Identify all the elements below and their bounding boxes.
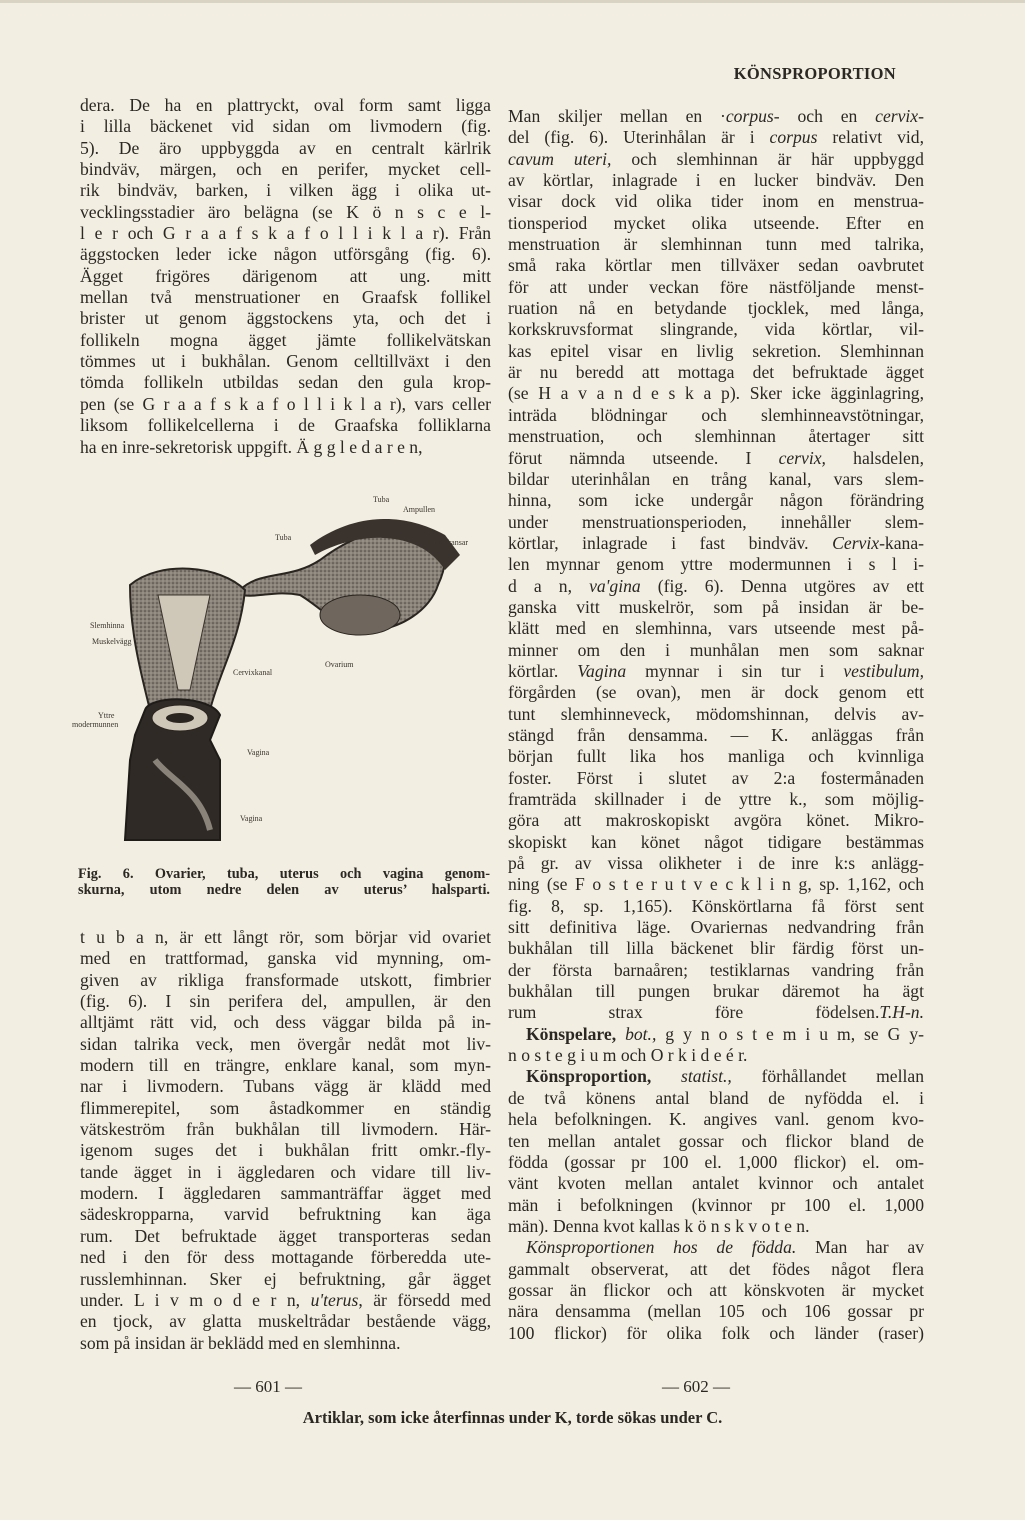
italic-term: Cervix [832, 532, 880, 553]
text-segment: d a n, [508, 575, 590, 596]
text-line: sitt definitiva läge. Ovariernas nedvandring från [508, 917, 924, 938]
italic-term: bot., [625, 1023, 657, 1044]
page-number-right: — 602 — [662, 1377, 730, 1396]
text-line: stängd från densamma. — K. anläggas från [508, 724, 924, 745]
text-segment: körtlar. [508, 660, 578, 681]
text-line: sidan talrika veck, men övergår nedåt mot liv- [80, 1033, 491, 1054]
page-edge [0, 0, 1025, 3]
text-line: modern. I äggledaren sammanträffar ägget med [80, 1183, 491, 1204]
text-line: russlemhinnan. Sker ej befruktning, går ägget [80, 1268, 491, 1289]
text-line: nära densamma (mellan 105 och 106 gossar pr [508, 1301, 924, 1322]
running-header: KÖNSPROPORTION [733, 64, 896, 83]
text-line [508, 533, 924, 554]
italic-term: corpus [769, 127, 818, 148]
text-line: under menstruationsperioden, innehåller slem- [508, 511, 924, 532]
label-ampullen: Ampullen [403, 505, 435, 514]
text-line: ganska vitt muskelrör, som på insidan är be- [508, 596, 924, 617]
italic-term: statist., [680, 1066, 732, 1087]
text-line: (se H a v a n d e s k a p). Sker icke ägginlagring, [508, 383, 924, 404]
left-column-bottom [80, 927, 491, 1354]
text-line: bukhålan till lilla bäckenet blir färdig först un- [508, 938, 924, 959]
page-number-left: — 601 — [234, 1377, 302, 1396]
label-vagina-2: Vagina [240, 814, 263, 823]
text-line [80, 1290, 491, 1311]
text-line: ned i den för dess mottagande förberedda ute- [80, 1247, 491, 1268]
text-segment: mynnar i sin tur i [626, 660, 844, 681]
text-line: gossar än flickor och att könskvoten är mycket [508, 1279, 924, 1300]
text-line: tunt slemhinneveck, mödomshinnan, delvis av- [508, 703, 924, 724]
text-line: tionsperiod mycket olika utseende. Efter en [508, 212, 924, 233]
text-line [508, 106, 924, 127]
text-segment: , är försedd med [358, 1289, 491, 1310]
text-line: menstruation är slemhinnan tunn med talrika, [508, 234, 924, 255]
text-line: (fig. 6). I sin perifera del, ampullen, är den [80, 991, 491, 1012]
text-line: med en trattformad, ganska vid mynning, om- [80, 948, 491, 969]
text-line: minner om den i munhålan men som saknar [508, 639, 924, 660]
label-slemhinna: Slemhinna [90, 621, 125, 630]
italic-term: cavum uteri, [508, 148, 612, 169]
text-line: göra att makroskopiskt avgöra könet. Mikro- [508, 810, 924, 831]
text-line: bukhålan till pungen brukar däremot ha ägt [508, 981, 924, 1002]
italic-term: cervix- [875, 106, 924, 126]
text-line: tömda follikeln utbildas sedan den gula krop- [80, 372, 491, 393]
label-vagina-1: Vagina [247, 748, 270, 757]
text-line: framträda skillnader i de yttre k., som möjlig- [508, 789, 924, 809]
entry-headword: Könsproportion, [526, 1066, 652, 1087]
italic-term: corpus- [725, 106, 780, 126]
text-line: kas epitel visar en livlig sekretion. Slemhinnan [508, 340, 924, 361]
text-segment: rum strax före födelsen. [508, 1002, 880, 1023]
text-line: 5). De äro uppbyggda av en centralt kärlrik [80, 137, 491, 158]
text-line [508, 127, 924, 148]
text-line: nar i livmodern. Tubans vägg är klädd med [80, 1076, 491, 1097]
text-line: skopiskt kan könet något tidigare bestämmas [508, 831, 924, 852]
text-line: t u b a n, är ett långt rör, som börjar vid ovariet [80, 927, 491, 947]
text-line: len mynnar genom yttre modermunnen i s l i- [508, 554, 924, 575]
text-line: flimmerepitel, som åstadkommer en ständig [80, 1097, 491, 1118]
text-line: en tjock, av glatta muskeltrådar bestående vägg, [80, 1311, 491, 1332]
text-segment: och slemhinnan är här uppbyggd [611, 148, 924, 169]
italic-term: Könsproportionen hos de födda. [526, 1237, 797, 1258]
label-tubarfransar: Tubarfransar [427, 538, 469, 547]
text-line: förgården (se ovan), men är dock genom ett [508, 682, 924, 703]
text-segment: (fig. 6). Denna utgöres av ett [640, 575, 924, 596]
text-line: ruation nå en betydande tjocklek, med långa, [508, 298, 924, 319]
text-line: i lilla bäckenet vid sidan om livmodern (fig. [80, 116, 491, 137]
italic-term: va'gina [589, 575, 641, 596]
text-line: given av rikliga fransformade utskott, fimbrier [80, 969, 491, 990]
text-line: de två könens antal bland de nyfödda el. i [508, 1087, 924, 1108]
text-line: modern till en trängre, enklare kanal, som myn- [80, 1055, 491, 1076]
italic-term: Vagina [577, 660, 627, 681]
italic-term: vestibulum, [843, 660, 924, 681]
text-line: tömmes ut i bukhålan. Genom celltillväxt i den [80, 351, 491, 372]
text-line: män). Denna kvot kallas k ö n s k v o t e n. [508, 1215, 810, 1236]
text-line: sädeskropparna, varvid befruktning kan äga [80, 1204, 491, 1225]
text-segment: Man har av [796, 1237, 924, 1258]
figure-6-anatomy-illustration [60, 490, 490, 860]
text-line: 100 flickor) för olika folk och länder (raser) [508, 1322, 924, 1343]
text-segment: förut nämnda utseende. I [508, 447, 779, 468]
text-segment: och en [779, 106, 876, 126]
text-line [508, 661, 924, 682]
label-tuba-left: Tuba [275, 533, 292, 542]
text-line: brister ut genom äggstockens yta, och det i [80, 308, 491, 329]
text-line: rik bindväv, barken, i vilken ägg i olika ut- [80, 180, 491, 201]
text-line: hela befolkningen. K. angives vanl. genom kvo- [508, 1109, 924, 1130]
text-line: l e r och G r a a f s k a f o l l i k l a r). Från [80, 223, 491, 244]
text-line: män i befolkningen (kvinnor pr 100 el. 1,000 [508, 1194, 924, 1215]
text-line: tande ägget in i äggledaren och vidare till liv- [80, 1161, 491, 1182]
label-ovarium: Ovarium [325, 660, 354, 669]
text-segment [651, 1066, 681, 1086]
footer-note: Artiklar, som icke återfinnas under K, torde sökas under C. [302, 1408, 723, 1427]
text-line: mellan två menstruationer en Graafsk follikel [80, 287, 491, 308]
text-line: korkskruvsformat slingrande, vida körtlar, vil- [508, 319, 924, 340]
text-line: inträda blödningar och slemhinneavstötningar, [508, 404, 924, 425]
text-segment [616, 1024, 625, 1044]
text-line: alltjämt rätt vid, och dess väggar bilda på in- [80, 1012, 491, 1033]
text-segment: -kana- [879, 532, 924, 553]
label-modermunnen: modermunnen [72, 720, 119, 729]
text-line: vätskeström från bukhålan till livmodern. Här- [80, 1119, 491, 1140]
text-line: ten mellan antalet gossar och flickor bland de [508, 1130, 924, 1151]
caption-line: Fig. 6. Ovarier, tuba, uterus och vagina genom- [78, 866, 490, 882]
text-line: visar dock vid olika tider inom en menstrua- [508, 191, 924, 212]
text-segment: del (fig. 6). Uterinhålan är i [508, 127, 770, 148]
text-line: bildar uterinhålan en trång kanal, vars slem- [508, 468, 924, 489]
text-line [508, 1237, 924, 1258]
author-signature: T.H-n. [879, 1002, 924, 1023]
text-line: hinna, som icke undergår någon förändring [508, 490, 924, 511]
text-line: äggstocken leder icke någon utförsgång (fig. 6). [80, 244, 491, 265]
text-line: bindväv, märgen, och en perifer, mycket cell- [80, 159, 491, 180]
caption-line: skurna, utom nedre delen av uterus’ halsparti. [78, 882, 490, 898]
text-line: på gr. av vissa olikheter i de inre k:s anlägg- [508, 853, 924, 874]
text-line: som på insidan är beklädd med en slemhinna. [80, 1332, 401, 1353]
text-segment: relativt vid, [817, 127, 924, 148]
text-segment: körtlar, inlagrade i fast bindväv. [508, 532, 833, 553]
text-line: ha en inre-sekretorisk uppgift. Ä g g l e d a r e n, [80, 436, 423, 457]
text-segment: g y n o s t e m i u m, se G y- [656, 1023, 924, 1044]
text-line: foster. Först i slutet av 2:a fostermånaden [508, 767, 924, 788]
text-line: n o s t e g i u m och O r k i d e é r. [508, 1045, 748, 1066]
text-line: små raka körtlar men tillväxer sedan oavbrutet [508, 255, 924, 276]
text-segment: under. L i v m o d e r n, [80, 1289, 311, 1310]
italic-term: cervix, [778, 447, 826, 468]
text-line: födda (gossar pr 100 el. 1,000 flickor) el. om- [508, 1151, 924, 1172]
text-line [508, 149, 924, 170]
text-line: rum. Det befruktade ägget transporteras sedan [80, 1225, 491, 1246]
text-line: klätt med en slemhinna, vars utseende mest på- [508, 618, 924, 639]
text-line: Ägget frigöres därigenom att ung. mitt [80, 265, 491, 286]
text-segment: halsdelen, [825, 447, 924, 468]
text-line: vecklingsstadier äro belägna (se K ö n s c e l- [80, 201, 491, 222]
text-line [508, 1024, 924, 1045]
text-line: gammalt observerat, att det födes något flera [508, 1258, 924, 1279]
text-line: av körtlar, inlagrade i en lucker bindväv. Den [508, 170, 924, 191]
text-line: menstruation, och slemhinnan återtager sitt [508, 426, 924, 447]
label-tuba-top: Tuba [373, 495, 390, 504]
text-line: ning (se F o s t e r u t v e c k l i n g, sp. 1,162, och [508, 874, 924, 895]
right-column [508, 106, 924, 1344]
text-line: dera. De ha en plattryckt, oval form samt ligga [80, 95, 491, 115]
text-line: der första barnaåren; testiklarnas vandring från [508, 959, 924, 980]
text-segment: Man skiljer mellan en · [508, 106, 726, 126]
entry-headword: Könspelare, [526, 1023, 617, 1044]
italic-term: u'terus [310, 1289, 359, 1310]
label-muskelvagg: Muskelvägg [92, 637, 132, 646]
left-column-top [80, 95, 491, 458]
text-line [508, 576, 924, 597]
text-line: är nu beredd att mottaga det befruktade ägget [508, 362, 924, 383]
text-line: igenom suges det i bukhålan fritt omkr.-fly- [80, 1140, 491, 1161]
text-line [508, 1066, 924, 1087]
figure-caption [78, 866, 490, 898]
label-cervixkanal: Cervixkanal [233, 668, 273, 677]
text-segment: förhållandet mellan [731, 1066, 924, 1087]
text-line: pen (se G r a a f s k a f o l l i k l a r), vars celler [80, 393, 491, 414]
text-line: follikeln mogna ägget jämte follikelvätskan [80, 329, 491, 350]
text-line: fig. 8, sp. 1,165). Könskörtlarna få först sent [508, 895, 924, 916]
text-line [508, 448, 924, 469]
text-line: vänt kvoten mellan antalet kvinnor och antalet [508, 1173, 924, 1194]
uterus-illustration [60, 490, 490, 860]
text-line: liksom follikelcellerna i de Graafska folliklarna [80, 415, 491, 436]
text-line: början fullt lika hos manliga och kvinnliga [508, 746, 924, 767]
text-line: för att under veckan före nästföljande menst- [508, 276, 924, 297]
label-yttre: Yttre [98, 711, 115, 720]
text-line [508, 1002, 924, 1023]
